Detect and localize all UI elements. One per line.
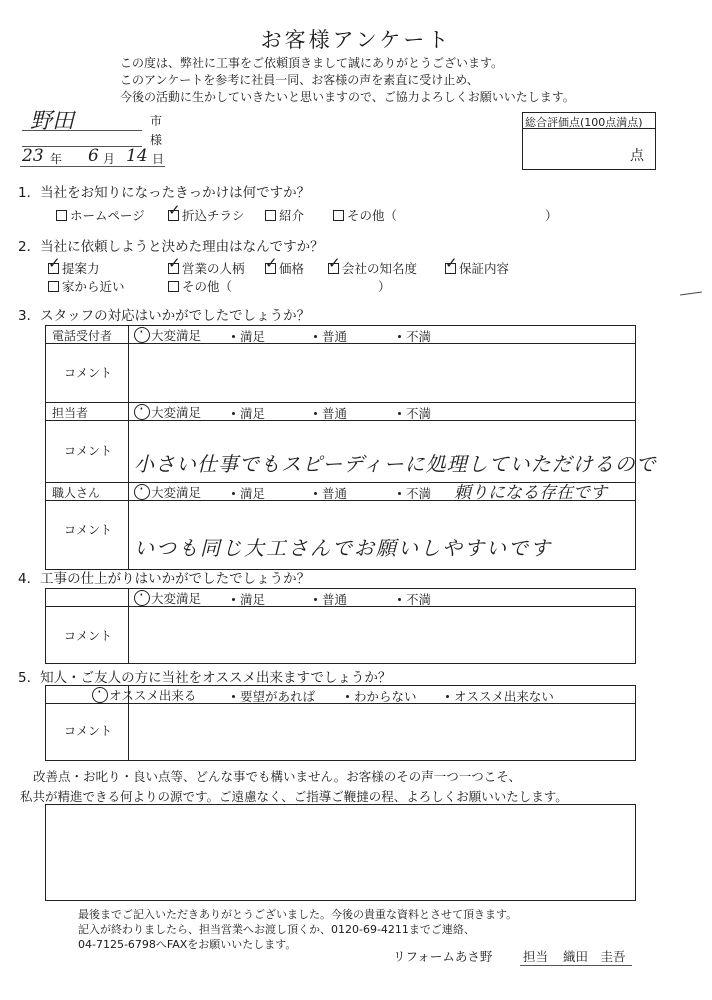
page-title: お客様アンケート xyxy=(260,28,452,52)
q2-option-other[interactable]: その他（ xyxy=(168,277,232,295)
q3-phone-very-satisfied[interactable]: · 大変満足 xyxy=(134,326,201,344)
checkbox-icon xyxy=(168,281,179,292)
intro-line-2: このアンケートを参考に社員一同、お客様の声を素直に受け止め、 xyxy=(120,73,479,87)
q5-dont-know[interactable]: わからない xyxy=(346,687,417,705)
circle-mark-icon xyxy=(134,590,150,606)
circle-mark-icon xyxy=(92,687,108,703)
q2-option-nearby[interactable]: 家から近い xyxy=(48,277,125,295)
q2-option-sales-person[interactable]: ✓ 営業の人柄 xyxy=(168,259,245,277)
date-year: 23 xyxy=(22,146,44,166)
q1-other-close: ） xyxy=(545,208,558,223)
q3-staff-comment[interactable]: 小さい仕事でもスピーディーに処理していただけるので xyxy=(134,452,657,476)
q3-phone-unsatisfied[interactable]: 不満 xyxy=(398,327,431,345)
name-suffix: 様 xyxy=(150,133,163,147)
checkbox-checked-icon xyxy=(48,263,59,274)
q4-normal[interactable]: 普通 xyxy=(314,590,347,608)
footer-line-3: 04-7125-6798へFAXをお願いいたします。 xyxy=(78,938,297,951)
q3-staff-unsatisfied[interactable]: 不満 xyxy=(398,404,431,422)
score-label: 総合評価点(100点満点) xyxy=(525,116,643,129)
checkbox-checked-icon xyxy=(168,210,179,221)
footer-line-2: 記入が終わりましたら、担当営業へお渡し頂くか、0120-69-4211までご連絡、 xyxy=(78,923,475,936)
year-label: 年 xyxy=(50,152,63,166)
q5-not-recommend[interactable]: オススメ出来ない xyxy=(446,687,554,705)
q3-craftsman-very-satisfied[interactable]: · 大変満足 xyxy=(134,483,201,501)
q3-craftsman-normal[interactable]: 普通 xyxy=(314,484,347,502)
q1-option-referral[interactable]: 紹介 xyxy=(265,206,304,224)
intro-line-3: 今後の活動に生かしていきたいと思いますので、ご協力よろしくお願いいたします。 xyxy=(120,90,575,104)
customer-city: 野田 xyxy=(30,109,75,134)
q3-craftsman-unsatisfied[interactable]: 不満 xyxy=(398,484,431,502)
checkbox-icon xyxy=(56,210,67,221)
feedback-box[interactable] xyxy=(45,804,636,901)
footer-line-1: 最後までご記入いただきありがとうございました。今後の貴重な資料とさせて頂きます。 xyxy=(78,908,518,921)
q1-option-other[interactable]: その他（ xyxy=(333,206,397,224)
q4-unsatisfied[interactable]: 不満 xyxy=(398,590,431,608)
q3-staff-comment-label: コメント xyxy=(64,444,113,458)
circle-mark-icon xyxy=(134,484,150,500)
q3-row-phone-label: 電話受付者 xyxy=(52,329,113,343)
city-suffix: 市 xyxy=(150,114,163,128)
staff-label: 担当 xyxy=(523,949,549,964)
q3-phone-comment-label: コメント xyxy=(64,366,113,380)
checkbox-checked-icon xyxy=(168,263,179,274)
q5-comment-label: コメント xyxy=(64,724,113,738)
q4-comment-label: コメント xyxy=(64,629,113,643)
checkbox-checked-icon xyxy=(328,263,339,274)
q2-option-warranty[interactable]: ✓ 保証内容 xyxy=(445,259,509,277)
q2-option-reputation[interactable]: ✓ 会社の知名度 xyxy=(328,259,417,277)
q1-question: 1．当社をお知りになったきっかけは何ですか？ xyxy=(18,185,311,201)
checkbox-checked-icon xyxy=(265,263,276,274)
q3-staff-very-satisfied[interactable]: · 大変満足 xyxy=(134,403,201,421)
circle-mark-icon xyxy=(134,327,150,343)
checkbox-icon xyxy=(48,281,59,292)
date-month: 6 xyxy=(88,146,99,166)
q3-phone-normal[interactable]: 普通 xyxy=(314,327,347,345)
q4-very-satisfied[interactable]: ·大変満足 xyxy=(134,589,201,607)
q3-phone-satisfied[interactable]: 満足 xyxy=(232,327,265,345)
staff-name: 織田 圭吾 xyxy=(563,949,626,964)
score-unit: 点 xyxy=(630,148,644,164)
checkbox-icon xyxy=(265,210,276,221)
q3-craftsman-comment[interactable]: いつも同じ大工さんでお願いしやすいです xyxy=(134,536,552,560)
q3-craftsman-extra-comment[interactable]: 頼りになる存在です xyxy=(454,483,607,503)
q2-option-proposal[interactable]: ✓提案力 xyxy=(48,259,100,277)
company-name: リフォームあさ野 xyxy=(393,949,493,964)
q5-question: 5．知人・ご友人の方に当社をオススメ出来ますでしょうか？ xyxy=(18,670,392,686)
q3-staff-satisfied[interactable]: 満足 xyxy=(232,404,265,422)
q5-if-requested[interactable]: 要望があれば xyxy=(232,687,315,705)
q3-question: 3．スタッフの対応はいかがでしたでしょうか？ xyxy=(18,308,311,324)
q3-staff-normal[interactable]: 普通 xyxy=(314,404,347,422)
q1-option-flyer[interactable]: ✓ 折込チラシ xyxy=(168,206,245,224)
q2-question: 2．当社に依頼しようと決めた理由はなんですか？ xyxy=(18,239,324,255)
checkbox-icon xyxy=(333,210,344,221)
q2-other-close: ） xyxy=(378,279,391,294)
q4-question: 4．工事の仕上がりはいかがでしたでしょうか？ xyxy=(18,571,311,587)
feedback-line-2: 私共が精進できる何よりの源です。ご遠慮なく、ご指導ご鞭撻の程、よろしくお願いいたします。 xyxy=(20,789,568,804)
intro-line-1: この度は、弊社に工事をご依頼頂きまして誠にありがとうございます。 xyxy=(120,56,504,70)
q1-option-homepage[interactable]: ホームページ xyxy=(56,206,145,224)
q3-craftsman-comment-label: コメント xyxy=(64,523,113,537)
q3-craftsman-satisfied[interactable]: 満足 xyxy=(232,484,265,502)
q5-recommend[interactable]: ·オススメ出来る xyxy=(92,686,196,704)
q4-satisfied[interactable]: 満足 xyxy=(232,590,265,608)
month-label: 月 xyxy=(103,152,116,166)
q2-option-price[interactable]: ✓ 価格 xyxy=(265,259,304,277)
checkbox-checked-icon xyxy=(445,263,456,274)
day-label: 日 xyxy=(152,152,165,166)
feedback-line-1: 改善点・お叱り・良い点等、どんな事でも構いません。お客様のその声一つ一つこそ、 xyxy=(33,769,522,784)
date-day: 14 xyxy=(126,146,148,166)
q3-row-staff-label: 担当者 xyxy=(52,406,89,420)
q3-row-craftsman-label: 職人さん xyxy=(52,486,101,500)
circle-mark-icon xyxy=(134,404,150,420)
